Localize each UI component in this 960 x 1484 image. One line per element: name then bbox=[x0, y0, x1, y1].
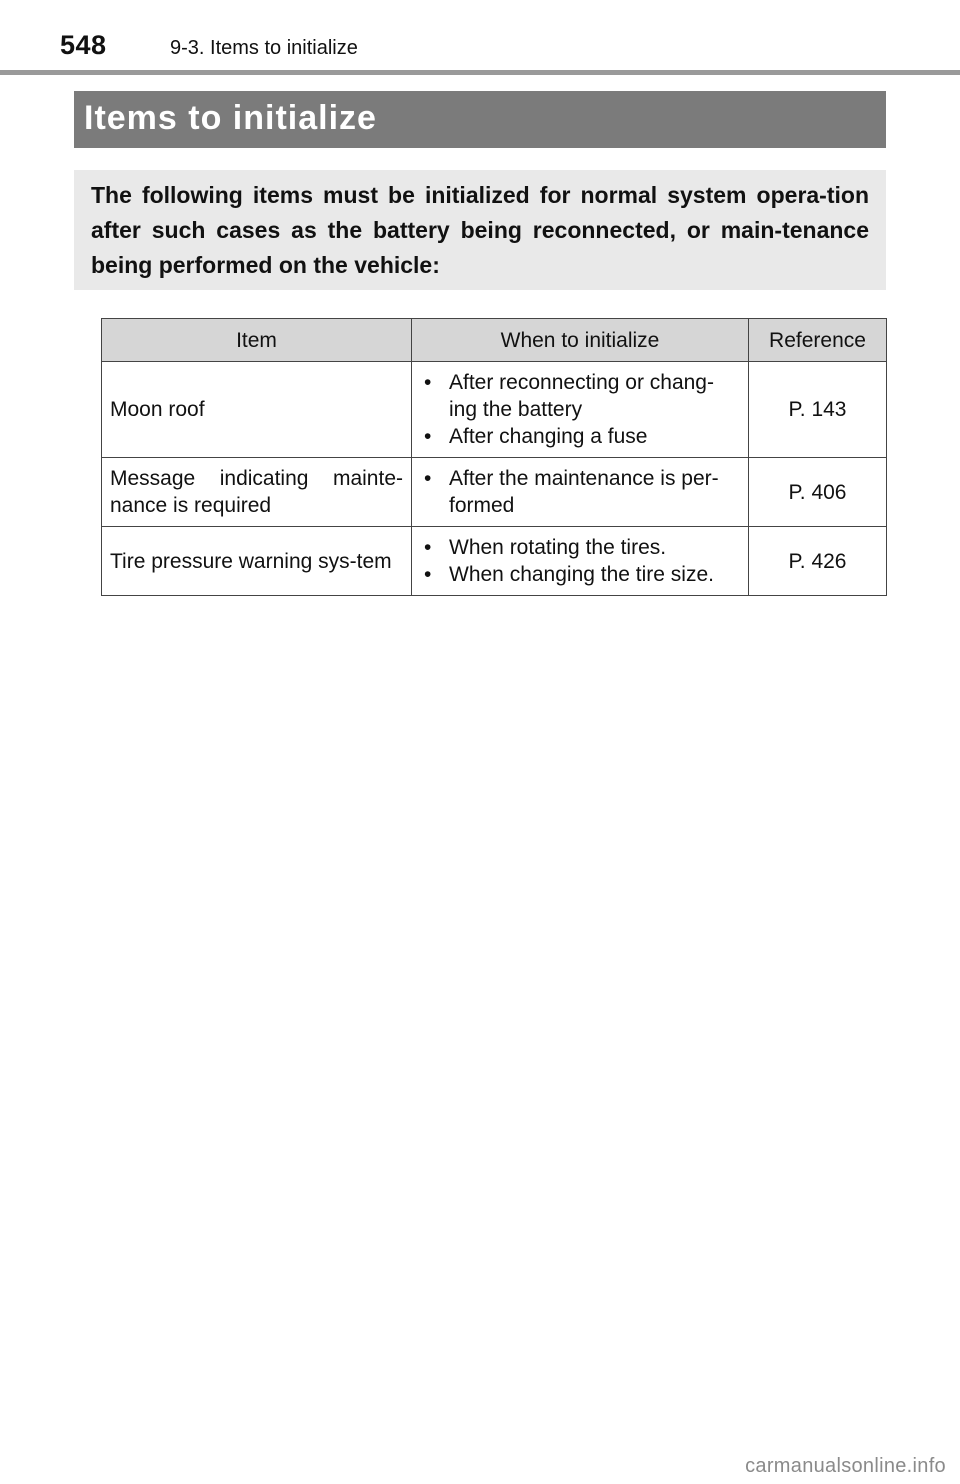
intro-text: The following items must be initialized for normal system opera-tion after such cases as the battery being reconnected, or main-tenance being performed on the vehicle: bbox=[91, 182, 869, 278]
reference-cell: P. 406 bbox=[749, 458, 887, 527]
when-list bbox=[420, 465, 740, 519]
reference-cell: P. 143 bbox=[749, 362, 887, 458]
table-header-row bbox=[102, 319, 887, 362]
intro-box bbox=[74, 170, 886, 290]
table-row bbox=[102, 362, 887, 458]
when-list bbox=[420, 369, 740, 450]
when-list bbox=[420, 534, 740, 588]
column-header-when: When to initialize bbox=[412, 319, 749, 362]
page-header bbox=[0, 0, 960, 76]
item-cell: Moon roof bbox=[102, 362, 412, 458]
page-number: 548 bbox=[60, 30, 107, 60]
item-cell: Message indicating mainte-nance is required bbox=[102, 458, 412, 527]
header-rule bbox=[0, 70, 960, 75]
list-item: • After the maintenance is per-formed bbox=[420, 465, 740, 519]
section-title: Items to initialize bbox=[84, 99, 377, 137]
column-header-reference: Reference bbox=[749, 319, 887, 362]
watermark: carmanualsonline.info bbox=[745, 1455, 946, 1477]
list-item: • When rotating the tires. bbox=[420, 534, 740, 561]
section-title-bar bbox=[74, 91, 886, 148]
table-row bbox=[102, 458, 887, 527]
when-cell bbox=[412, 362, 749, 458]
when-cell bbox=[412, 458, 749, 527]
table-row bbox=[102, 527, 887, 596]
section-reference: 9-3. Items to initialize bbox=[170, 37, 358, 59]
item-cell: Tire pressure warning sys-tem bbox=[102, 527, 412, 596]
reference-cell: P. 426 bbox=[749, 527, 887, 596]
column-header-item: Item bbox=[102, 319, 412, 362]
initialize-table bbox=[101, 318, 887, 596]
list-item: • When changing the tire size. bbox=[420, 561, 740, 588]
list-item: • After reconnecting or chang-ing the battery bbox=[420, 369, 740, 423]
when-cell bbox=[412, 527, 749, 596]
list-item: • After changing a fuse bbox=[420, 423, 740, 450]
